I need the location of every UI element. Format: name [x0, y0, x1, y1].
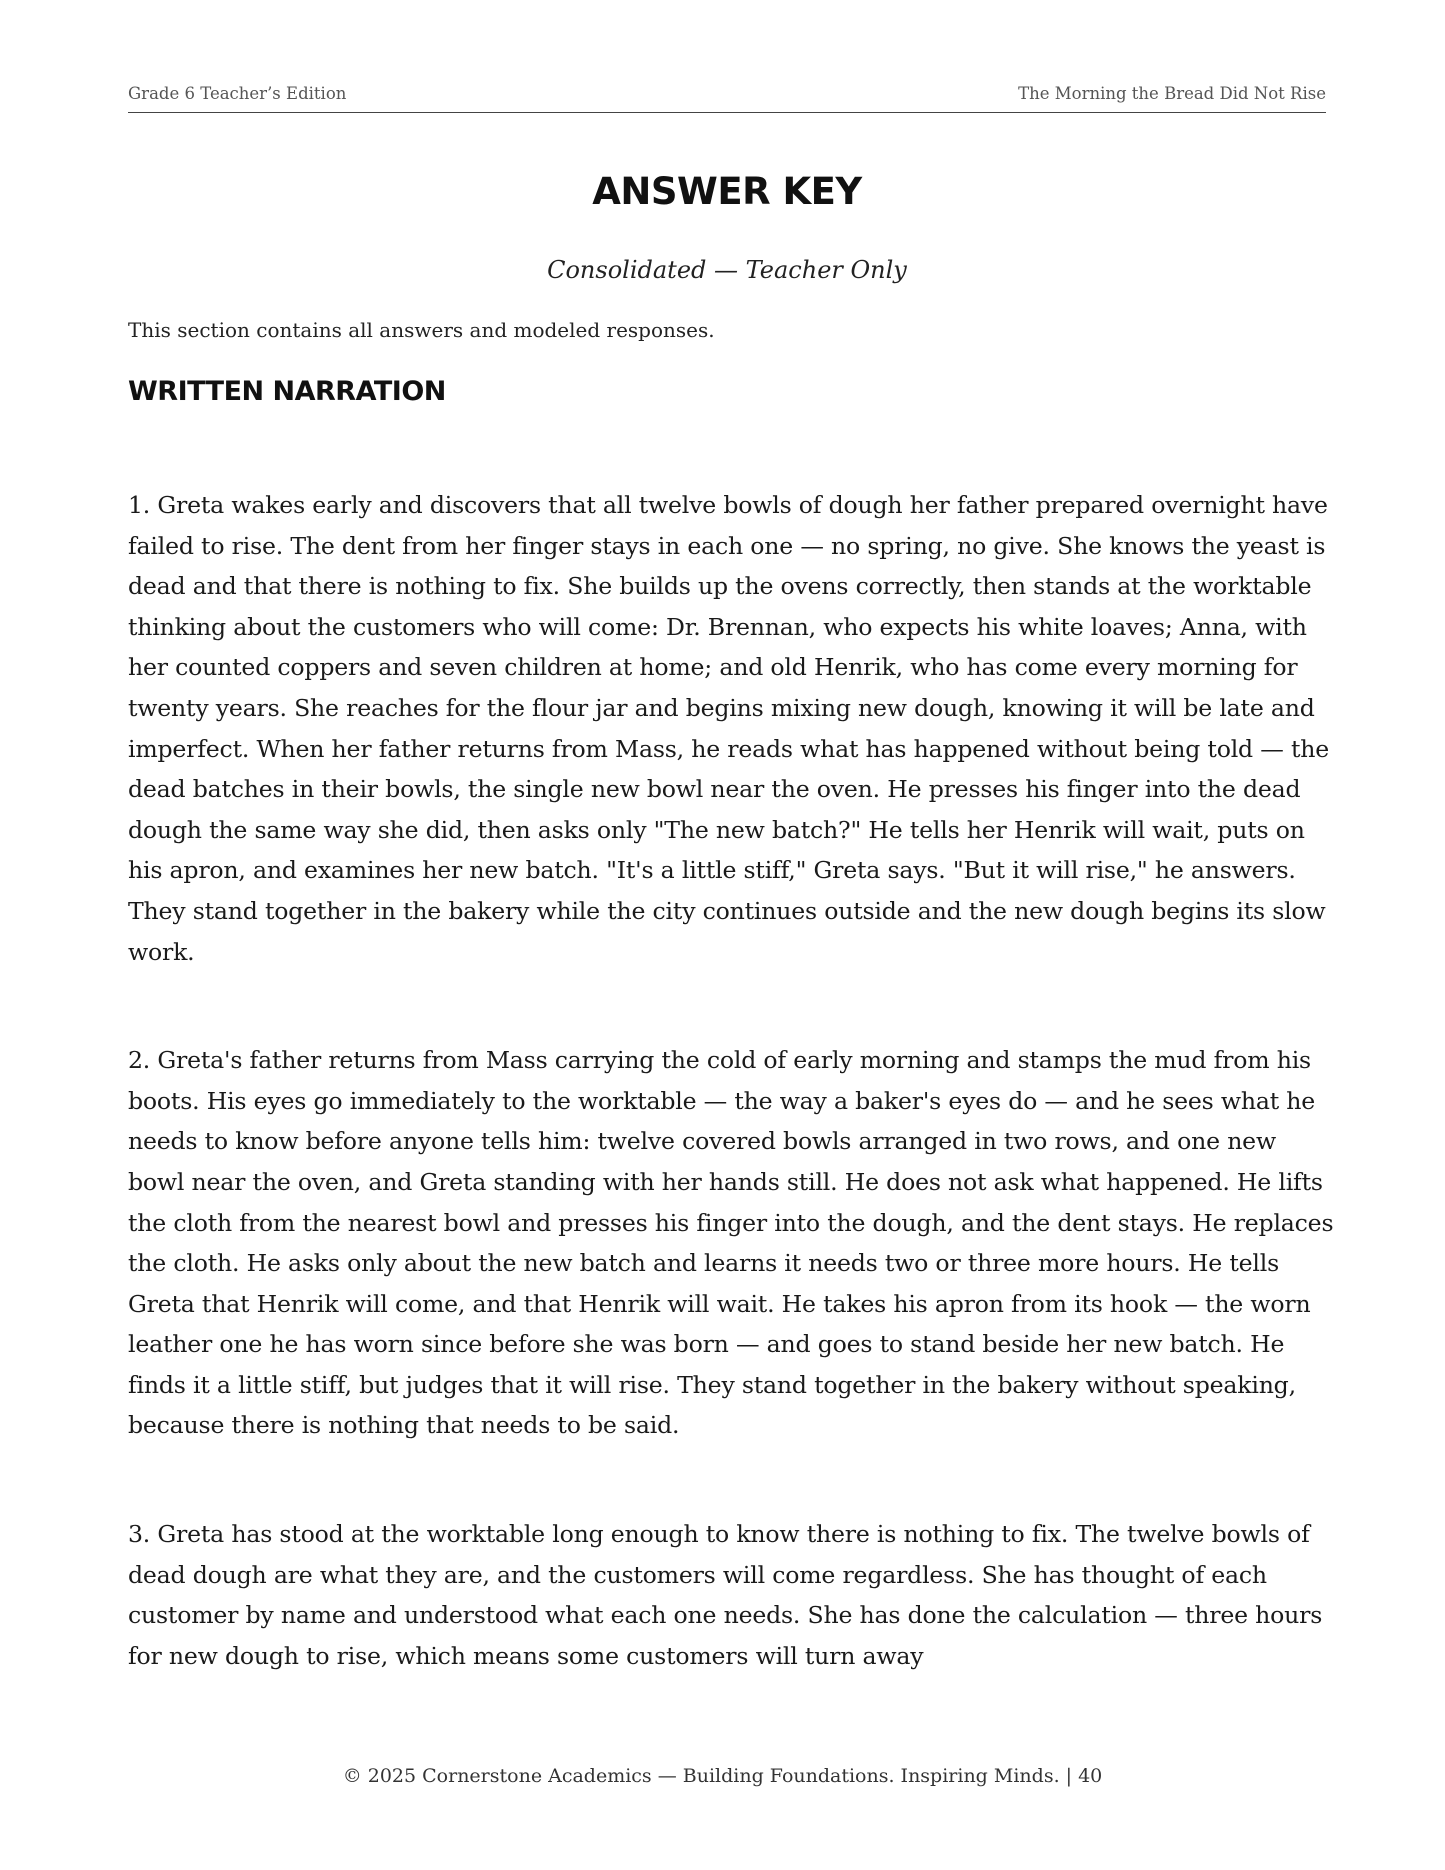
answer-list: [128, 485, 1338, 1744]
header-story-title: The Morning the Bread Did Not Rise: [1018, 84, 1326, 103]
page-footer: © 2025 Cornerstone Academics — Building Foundations. Inspiring Minds. | 40: [342, 1765, 1103, 1787]
answer-2: 2. Greta's father returns from Mass carrying the cold of early morning and stamps the mud from his boots. His eyes go immediately to the worktable — the way a baker's eyes do — and he sees what he needs to know before anyone tells him: twelve covered bowls arranged in two rows, and one new bowl near the oven, and Greta standing with her hands still. He does not ask what happened. He lifts the cloth from the nearest bowl and presses his finger into the dough, and the dent stays. He replaces the cloth. He asks only about the new batch and learns it needs two or three more hours. He tells Greta that Henrik will come, and that Henrik will wait. He takes his apron from its hook — the worn leather one he has worn since before she was born — and goes to stand beside her new batch. He finds it a little stiff, but judges that it will rise. They stand together in the bakery without speaking, because there is nothing that needs to be said.: [128, 1046, 1334, 1440]
running-header: [128, 84, 1326, 113]
header-edition: Grade 6 Teacher’s Edition: [128, 84, 347, 103]
answer-1: 1. Greta wakes early and discovers that all twelve bowls of dough her father prepared overnight have failed to rise. The dent from her finger stays in each one — no spring, no give. She knows the yeast is dead and that there is nothing to fix. She builds up the ovens correctly, then stands at the worktable thinking about the customers who will come: Dr. Brennan, who expects his white loaves; Anna, with her counted coppers and seven children at home; and old Henrik, who has come every morning for twenty years. She reaches for the flour jar and begins mixing new dough, knowing it will be late and imperfect. When her father returns from Mass, he reads what has happened without being told — the dead batches in their bowls, the single new bowl near the oven. He presses his finger into the dead dough the same way she did, then asks only "The new batch?" He tells her Henrik will wait, puts on his apron, and examines her new batch. "It's a little stiff," Greta says. "But it will rise," he answers. They stand together in the bakery while the city continues outside and the new dough begins its slow work.: [128, 491, 1329, 966]
page-subtitle: Consolidated — Teacher Only: [547, 256, 907, 284]
section-heading: WRITTEN NARRATION: [128, 376, 446, 407]
answer-3: 3. Greta has stood at the worktable long enough to know there is nothing to fix. The twelve bowls of dead dough are what they are, and the customers will come regardless. She has thought of each customer by name and understood what each one needs. She has done the calculation — three hours for new dough to rise, which means some customers will turn away: [128, 1520, 1323, 1670]
page-title: ANSWER KEY: [592, 170, 862, 213]
intro-text: This section contains all answers and modeled responses.: [128, 318, 715, 342]
